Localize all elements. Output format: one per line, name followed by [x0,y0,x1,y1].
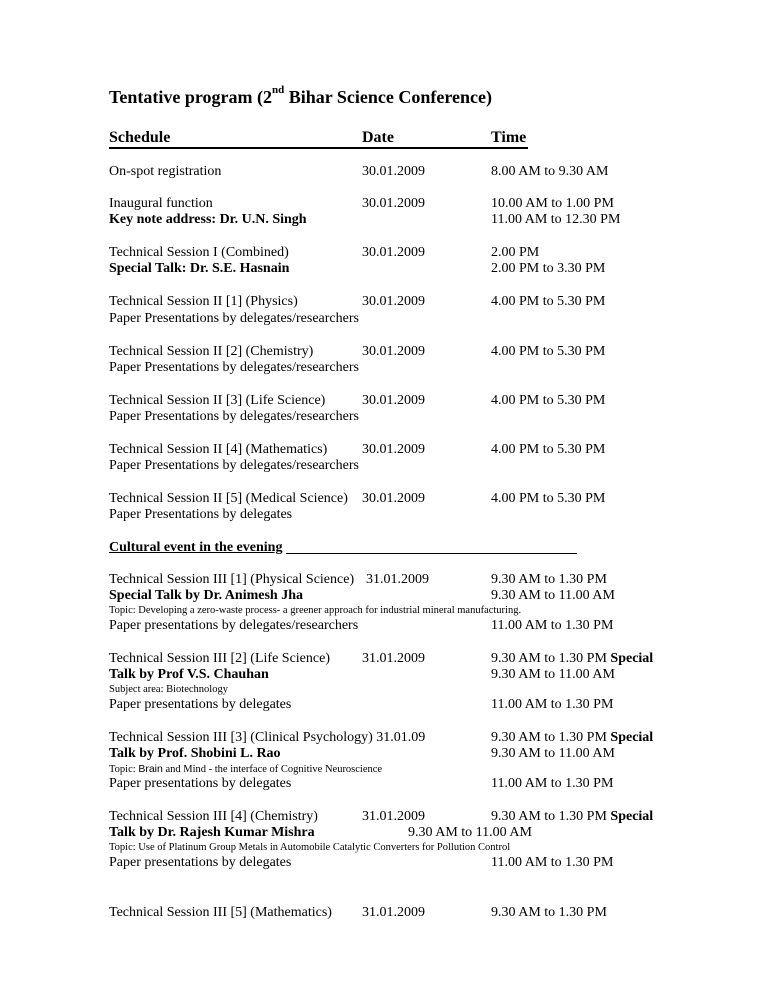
talk-topic: Subject area: Biotechnology [109,684,228,695]
row-date: 30.01.2009 [362,442,425,457]
row-sub: Paper Presentations by delegates/researchers [109,360,359,375]
session-name: Technical Session III [3] (Clinical Psychology) 31.01.09 [109,730,426,745]
row-date: 30.01.2009 [362,393,425,408]
row-time: 4.00 PM to 5.30 PM [491,393,606,408]
row-sub: Paper Presentations by delegates/researchers [109,311,359,326]
talk-time: 9.30 AM to 11.00 AM [491,667,615,682]
row-time: 4.00 PM to 5.30 PM [491,344,606,359]
row-sub-time: 11.00 AM to 12.30 PM [491,212,621,227]
row-name: Technical Session II [5] (Medical Science) [109,491,348,506]
session-date: 31.01.2009 [362,651,425,666]
session-date: 31.01.2009 [362,809,425,824]
row-time: 4.00 PM to 5.30 PM [491,491,606,506]
row-sub: Key note address: Dr. U.N. Singh [109,212,307,227]
session-time: 9.30 AM to 1.30 PM Special [491,809,654,824]
page-title: Tentative program (2nd Bihar Science Conference) [109,84,493,107]
papers: Paper presentations by delegates [109,776,292,791]
row-name: On-spot registration [109,164,222,179]
talk-topic: Topic: Use of Platinum Group Metals in Automobile Catalytic Converters for Pollution Control [109,842,511,853]
special-talk: Talk by Prof. Shobini L. Rao [109,746,281,761]
row-name: Technical Session I (Combined) [109,245,289,260]
row-date: 30.01.2009 [362,164,425,179]
row-time: 2.00 PM [491,245,540,260]
special-talk: Talk by Prof V.S. Chauhan [109,667,269,682]
papers: Paper presentations by delegates [109,855,292,870]
papers-time: 11.00 AM to 1.30 PM [491,618,614,633]
row-time: 10.00 AM to 1.00 PM [491,196,614,211]
row-date: 30.01.2009 [362,344,425,359]
row-time: 4.00 PM to 5.30 PM [491,294,606,309]
papers: Paper presentations by delegates [109,697,292,712]
row-sub: Paper Presentations by delegates/researchers [109,409,359,424]
cultural-event: Cultural event in the evening [109,540,283,555]
schedule-header: Schedule [109,129,171,146]
papers: Paper presentations by delegates/researchers [109,618,359,633]
session-time: 9.30 AM to 1.30 PM [491,905,607,920]
row-sub: Special Talk: Dr. S.E. Hasnain [109,261,290,276]
row-date: 30.01.2009 [362,491,425,506]
row-time: 8.00 AM to 9.30 AM [491,164,609,179]
special-talk: Talk by Dr. Rajesh Kumar Mishra [109,825,315,840]
talk-topic: Topic: Developing a zero-waste process- a greener approach for industrial mineral manufacturing. [109,605,522,616]
session-time: 9.30 AM to 1.30 PM Special [491,651,654,666]
papers-time: 11.00 AM to 1.30 PM [491,697,614,712]
talk-time: 9.30 AM to 11.00 AM [491,746,615,761]
cultural-underline [286,553,577,554]
time-header: Time [491,129,527,146]
papers-time: 11.00 AM to 1.30 PM [491,855,614,870]
row-sub-time: 2.00 PM to 3.30 PM [491,261,606,276]
talk-time: 9.30 AM to 11.00 AM [408,825,532,840]
talk-time: 9.30 AM to 11.00 AM [491,588,615,603]
row-name: Technical Session II [4] (Mathematics) [109,442,328,457]
row-sub: Paper Presentations by delegates [109,507,293,522]
date-header: Date [362,129,394,146]
row-date: 30.01.2009 [362,294,425,309]
row-name: Technical Session II [2] (Chemistry) [109,344,314,359]
session-date: 31.01.2009 [366,572,429,587]
session-name: Technical Session III [4] (Chemistry) [109,809,318,824]
papers-time: 11.00 AM to 1.30 PM [491,776,614,791]
session-date: 31.01.2009 [362,905,425,920]
row-name: Technical Session II [3] (Life Science) [109,393,326,408]
row-date: 30.01.2009 [362,196,425,211]
talk-topic: Topic: Brain and Mind - the interface of Cognitive Neuroscience [109,763,383,775]
row-date: 30.01.2009 [362,245,425,260]
row-sub: Paper Presentations by delegates/researchers [109,458,359,473]
session-name: Technical Session III [1] (Physical Science) [109,572,355,587]
row-name: Inaugural function [109,196,213,211]
session-time: 9.30 AM to 1.30 PM [491,572,607,587]
row-name: Technical Session II [1] (Physics) [109,294,298,309]
session-name: Technical Session III [5] (Mathematics) [109,905,332,920]
session-time: 9.30 AM to 1.30 PM Special [491,730,654,745]
header-underline [109,147,528,149]
special-talk: Special Talk by Dr. Animesh Jha [109,588,303,603]
row-time: 4.00 PM to 5.30 PM [491,442,606,457]
session-name: Technical Session III [2] (Life Science) [109,651,330,666]
